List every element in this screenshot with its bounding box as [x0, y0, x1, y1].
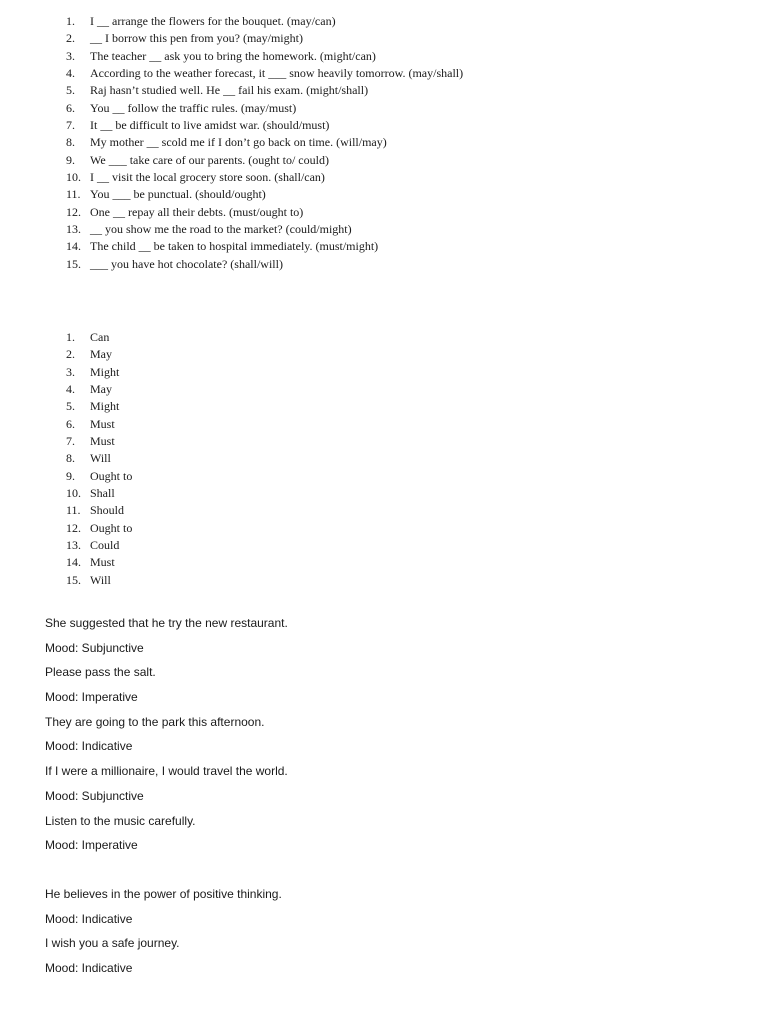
list-item-text: Can: [90, 330, 110, 344]
list-item-number: 1.: [66, 14, 75, 28]
list-item-text: Shall: [90, 485, 115, 500]
question-item: [66, 186, 463, 203]
question-item: [66, 117, 463, 134]
question-item: [66, 48, 463, 65]
answer-item: [66, 329, 132, 346]
list-item-number: 10.: [66, 485, 81, 500]
list-item-text: One __ repay all their debts. (must/ought to): [90, 204, 304, 219]
question-item: [66, 204, 463, 221]
list-item-number: 4.: [66, 381, 75, 396]
list-item-text: You ___ be punctual. (should/ought): [90, 187, 266, 202]
question-item: [66, 100, 463, 117]
question-item: [66, 152, 463, 169]
mood-label: Mood: Indicative: [45, 911, 133, 926]
answer-item: [66, 468, 132, 485]
example-sentence: She suggested that he try the new restaurant.: [45, 616, 288, 630]
list-item-number: 11.: [66, 503, 81, 518]
list-item-number: 14.: [66, 239, 81, 254]
mood-label: Mood: Subjunctive: [45, 640, 144, 655]
list-item-number: 11.: [66, 187, 81, 202]
list-item-text: Should: [90, 503, 125, 518]
mood-examples-section-continued: [45, 882, 282, 981]
list-item-number: 6.: [66, 416, 75, 431]
list-item-text: ___ you have hot chocolate? (shall/will): [90, 256, 283, 271]
list-item-text: Might: [90, 399, 120, 414]
list-item-text: Will: [90, 572, 111, 587]
list-item-text: Raj hasn’t studied well. He __ fail his exam. (might/shall): [90, 83, 369, 98]
list-item-number: 15.: [66, 256, 81, 271]
list-item-number: 1.: [66, 330, 75, 344]
question-item: [66, 221, 463, 238]
list-item-number: 3.: [66, 364, 75, 379]
list-item-number: 9.: [66, 152, 75, 167]
list-item-text: Ought to: [90, 468, 133, 483]
list-item-text: May: [90, 381, 112, 396]
list-item-number: 10.: [66, 169, 81, 184]
list-item-number: 2.: [66, 31, 75, 46]
list-item-number: 15.: [66, 572, 81, 587]
list-item-number: 13.: [66, 537, 81, 552]
example-sentence: Please pass the salt.: [45, 665, 156, 680]
mood-label: Mood: Indicative: [45, 961, 133, 976]
list-item-number: 8.: [66, 135, 75, 150]
answer-item: [66, 398, 132, 415]
answer-item: [66, 381, 132, 398]
answer-item: [66, 520, 132, 537]
list-item-text: Ought to: [90, 520, 133, 535]
list-item-number: 13.: [66, 221, 81, 236]
list-item-text: I __ arrange the flowers for the bouquet. (may/can): [90, 14, 336, 28]
list-item-number: 12.: [66, 204, 81, 219]
mood-label: Mood: Imperative: [45, 690, 138, 705]
example-sentence: He believes in the power of positive thinking.: [45, 887, 282, 901]
list-item-number: 2.: [66, 347, 75, 362]
list-item-number: 14.: [66, 555, 81, 570]
question-item: [66, 256, 463, 273]
answer-item: [66, 416, 132, 433]
list-item-text: Must: [90, 555, 115, 570]
example-sentence: I wish you a safe journey.: [45, 936, 180, 951]
list-item-text: May: [90, 347, 112, 362]
list-item-text: Must: [90, 416, 115, 431]
example-sentence: They are going to the park this afternoon.: [45, 714, 265, 729]
mood-label: Mood: Imperative: [45, 838, 138, 853]
question-item: [66, 30, 463, 47]
list-item-text: The teacher __ ask you to bring the homework. (might/can): [90, 48, 376, 63]
question-item: [66, 13, 463, 30]
list-item-text: The child __ be taken to hospital immediately. (must/might): [90, 239, 379, 254]
list-item-number: 8.: [66, 451, 75, 466]
answer-item: [66, 346, 132, 363]
list-item-number: 4.: [66, 65, 75, 80]
list-item-number: 7.: [66, 433, 75, 448]
list-item-number: 5.: [66, 83, 75, 98]
list-item-text: Might: [90, 364, 120, 379]
list-item-text: I __ visit the local grocery store soon. (shall/can): [90, 169, 325, 184]
answer-item: [66, 537, 132, 554]
answer-item: [66, 572, 132, 589]
answer-item: [66, 450, 132, 467]
list-item-text: According to the weather forecast, it ___ snow heavily tomorrow. (may/shall): [90, 65, 464, 80]
list-item-text: We ___ take care of our parents. (ought to/ could): [90, 152, 329, 167]
answer-item: [66, 502, 132, 519]
question-item: [66, 65, 463, 82]
mood-examples-section: [45, 611, 288, 858]
list-item-number: 6.: [66, 100, 75, 115]
question-item: [66, 169, 463, 186]
list-item-number: 9.: [66, 468, 75, 483]
list-item-number: 5.: [66, 399, 75, 414]
answer-item: [66, 433, 132, 450]
answer-item: [66, 364, 132, 381]
list-item-number: 7.: [66, 117, 75, 132]
question-item: [66, 238, 463, 255]
modal-verb-answers-list: [66, 329, 132, 589]
list-item-text: Could: [90, 537, 120, 552]
question-item: [66, 82, 463, 99]
answer-item: [66, 554, 132, 571]
list-item-text: My mother __ scold me if I don’t go back on time. (will/may): [90, 135, 387, 150]
list-item-text: Will: [90, 451, 111, 466]
example-sentence: Listen to the music carefully.: [45, 813, 196, 828]
list-item-number: 3.: [66, 48, 75, 63]
answer-item: [66, 485, 132, 502]
mood-label: Mood: Indicative: [45, 739, 133, 754]
example-sentence: If I were a millionaire, I would travel the world.: [45, 764, 288, 779]
list-item-text: __ you show me the road to the market? (could/might): [90, 221, 352, 236]
list-item-text: You __ follow the traffic rules. (may/must): [90, 100, 297, 115]
list-item-number: 12.: [66, 520, 81, 535]
list-item-text: __ I borrow this pen from you? (may/might): [90, 31, 303, 46]
question-item: [66, 134, 463, 151]
mood-label: Mood: Subjunctive: [45, 788, 144, 803]
modal-verb-questions-list: [66, 13, 463, 273]
list-item-text: It __ be difficult to live amidst war. (should/must): [90, 117, 330, 132]
list-item-text: Must: [90, 433, 115, 448]
